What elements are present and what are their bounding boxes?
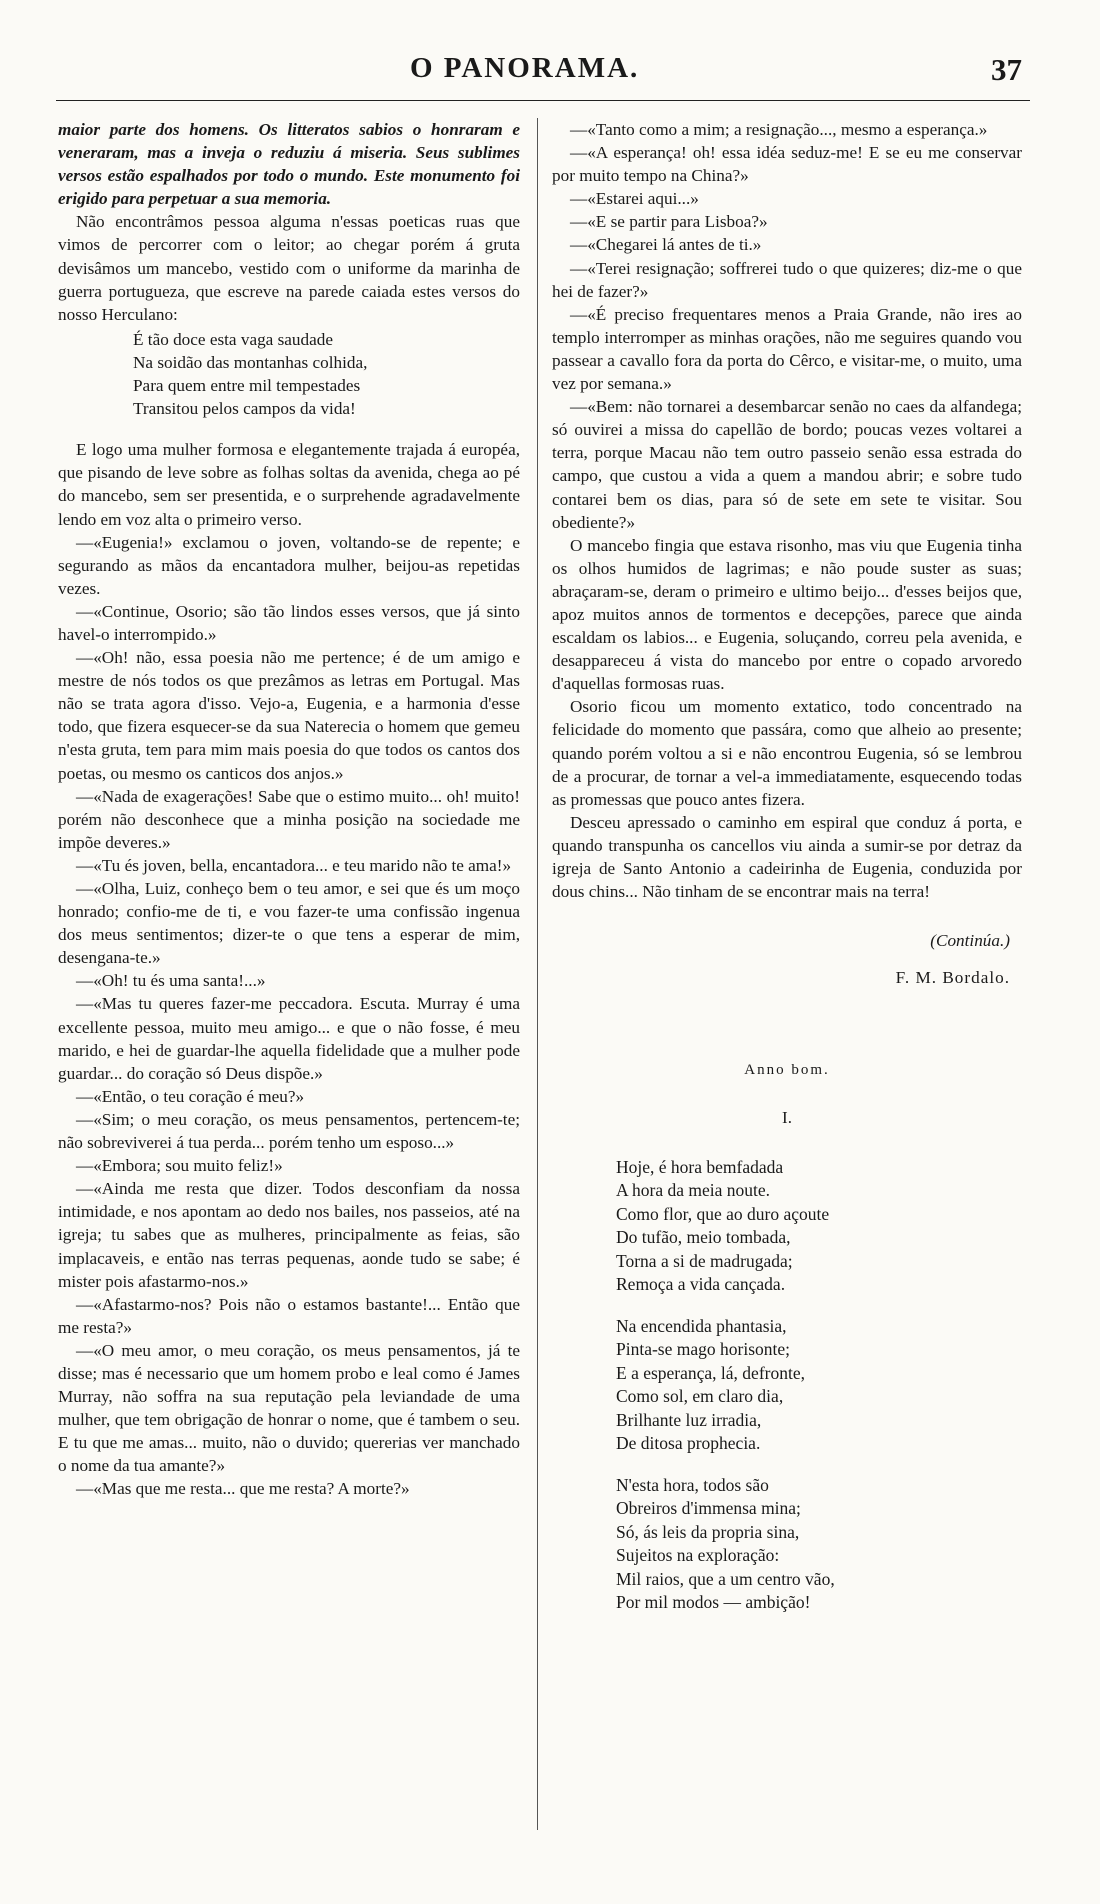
poem-line: Por mil modos — ambição!	[616, 1592, 811, 1613]
poem-line: A hora da meia noute.	[616, 1180, 771, 1201]
dialogue-line: —«Chegarei lá antes de ti.»	[570, 235, 762, 255]
verse-line: Transitou pelos campos da vida!	[133, 399, 356, 419]
dialogue-line: —«E se partir para Lisboa?»	[570, 212, 768, 232]
verse-line: É tão doce esta vaga saudade	[133, 329, 333, 349]
dialogue-line: —«Afastarmo-nos? Pois não o estamos bastante!... Então que me resta?»	[58, 1294, 520, 1337]
dialogue-line: —«Continue, Osorio; são tão lindos esses versos, que já sinto havel-o interrompido.»	[58, 601, 520, 644]
continua-note: (Continúa.)	[930, 931, 1010, 951]
dialogue-line: —«Nada de exagerações! Sabe que o estimo muito... oh! muito! porém não desconhece que a minha posição na sociedade me impõe deveres.»	[58, 786, 520, 852]
poem-line: Na encendida phantasia,	[616, 1315, 787, 1336]
verse-quote	[58, 328, 520, 420]
left-column	[58, 118, 520, 1501]
dialogue-line: —«Então, o teu coração é meu?»	[76, 1086, 305, 1106]
dialogue-line: —«Tu és joven, bella, encantadora... e teu marido não te ama!»	[76, 855, 512, 875]
paragraph: O mancebo fingia que estava risonho, mas viu que Eugenia tinha os olhos humidos de lagrimas; e não poude suster as suas; abraçaram-se, deram o primeiro e ultimo beijo... d'esses beijos que, apoz muitos annos de tormentos e decepções, parece que ainda escaldam os labios... e Eugenia, soluçando, correu pela avenida, e desappareceu á vista do mancebo por entre o copado arvoredo d'aquellas formosas ruas.	[552, 535, 1022, 694]
dialogue-line: —«É preciso frequentares menos a Praia Grande, não ires ao templo interromper as minhas orações, não me seguires quando vou passear a cavallo fora da porta do Cêrco, e visitar-me, o muito, uma vez por semana.»	[552, 304, 1022, 394]
intro-italic-text: maior parte dos homens. Os litteratos sabios o honraram e veneraram, mas a inveja o reduziu á miseria. Seus sublimes versos estão espalhados por todo o mundo. Este monumento foi erigido para perpetuar a sua memoria.	[58, 120, 520, 209]
dialogue-line: —«Sim; o meu coração, os meus pensamentos, pertencem-te; não sobreviverei á tua perda... porém tenho um esposo...»	[58, 1109, 520, 1153]
column-divider	[537, 118, 538, 1830]
page-number: 37	[991, 52, 1022, 87]
right-column	[552, 118, 1022, 1633]
dialogue-line: —«Oh! não, essa poesia não me pertence; é de um amigo e mestre de nós todos os que prezâmos as letras em Portugal. Mas não se trata agora d'isso. Vejo-a, Eugenia, e a harmonia d'esse todo, que fizera esquecer-se da sua Naterecia o homem que gemeu n'esta gruta, tem para mim mais poesia do que todos os cantos dos poetas, ou mesmo os canticos dos anjos.»	[58, 648, 520, 783]
verse-line: Na soidão das montanhas colhida,	[133, 352, 368, 372]
dialogue-line: —«Tanto como a mim; a resignação..., mesmo a esperança.»	[570, 120, 988, 139]
paragraph: Osorio ficou um momento extatico, todo concentrado na felicidade do momento que passára, como que alheio ao presente; quando porém voltou a si e não encontrou Eugenia, só se lembrou de a procurar, de tornar a vel-a immediatamente, esquecendo todas as promessas que pouco antes fizera.	[552, 697, 1022, 809]
poem-line: E a esperança, lá, defronte,	[616, 1362, 805, 1383]
poem-line: Brilhante luz irradia,	[616, 1409, 762, 1430]
poem-line: Mil raios, que a um centro vão,	[616, 1568, 835, 1589]
paragraph: Não encontrâmos pessoa alguma n'essas poeticas ruas que vimos de percorrer com o leitor; ao chegar porém á gruta devisâmos um mancebo, vestido com o uniforme da marinha de guerra portugueza, que escreve na parede caiada estes versos do nosso Herculano:	[58, 212, 520, 324]
poem-line: Hoje, é hora bemfadada	[616, 1156, 784, 1177]
poem-line: Remoça a vida cançada.	[616, 1274, 786, 1295]
poem-line: N'esta hora, todos são	[616, 1474, 769, 1495]
dialogue-line: —«Mas tu queres fazer-me peccadora. Escuta. Murray é uma excellente pessoa, muito meu amigo... e que o não fosse, é meu marido, e hei de guardar-lhe aquella fidelidade que a mulher pode guardar... do coração só Deus dispõe.»	[58, 994, 520, 1083]
dialogue-line: —«A esperança! oh! essa idéa seduz-me! E se eu me conservar por muito tempo na China?»	[552, 143, 1022, 186]
poem-line: De ditosa prophecia.	[616, 1433, 761, 1454]
poem-line: Do tufão, meio tombada,	[616, 1227, 791, 1248]
poem-line: Como flor, que ao duro açoute	[616, 1203, 830, 1224]
dialogue-line: —«Mas que me resta... que me resta? A morte?»	[76, 1479, 410, 1499]
page-header	[0, 52, 1100, 102]
poem-line: Torna a si de madrugada;	[616, 1250, 793, 1271]
dialogue-line: —«O meu amor, o meu coração, os meus pensamentos, já te disse; mas é necessario que um homem probo e leal como é James Murray, não soffra na sua reputação pela leviandade de uma mulher, que tem obrigação de honrar o nome, que é tambem o seu. E tu que me amas... muito, não o duvido; quererias ver manchado o nome da tua amante?»	[58, 1340, 520, 1476]
paragraph: E logo uma mulher formosa e elegantemente trajada á européa, que pisando de leve sobre as folhas soltas da avenida, chega ao pé do mancebo, sem ser presentida, e o surprehende agradavelmente lendo em voz alta o primeiro verso.	[58, 440, 520, 529]
dialogue-line: —«Terei resignação; soffrerei tudo o que quizeres; diz-me o que hei de fazer?»	[552, 258, 1022, 301]
author-signature: F. M. Bordalo.	[895, 968, 1010, 988]
journal-title: O PANORAMA.	[410, 52, 640, 84]
verse-line: Para quem entre mil tempestades	[133, 376, 361, 396]
dialogue-line: —«Ainda me resta que dizer. Todos desconfiam da nossa intimidade, e nos apontam ao dedo nos bailes, nos passeios, até na igreja; tu sabes que as mulheres, principalmente as feias, são implacaveis, e então nas terras pequenas, aonde tudo se sabe; é mister pois afastarmo-nos.»	[58, 1179, 520, 1291]
header-rule	[56, 100, 1030, 101]
dialogue-line: —«Bem: não tornarei a desembarcar senão no caes da alfandega; só ouvirei a missa do capellão de bordo; poucas vezes voltarei a terra, porque Macau não tem outro passeio senão essa estrada do campo, que custou a vida a quem a mandou abrir; e sobre tudo contarei bem os dias, para só de sete em sete te visitar. Sou obediente?»	[552, 397, 1022, 532]
stanza	[616, 1474, 1022, 1615]
dialogue-line: —«Embora; sou muito feliz!»	[76, 1156, 283, 1176]
poem-line: Obreiros d'immensa mina;	[616, 1498, 801, 1519]
poem-section-number: I.	[782, 1108, 792, 1128]
poem-line: Sujeitos na exploração:	[616, 1545, 780, 1566]
dialogue-line: —«Oh! tu és uma santa!...»	[76, 971, 266, 991]
stanza	[616, 1315, 1022, 1456]
paragraph: Desceu apressado o caminho em espiral que conduz á porta, e quando transpunha os cancellos viu ainda a sumir-se por detraz da igreja de Santo Antonio a cadeirinha de Eugenia, conduzida por dous chins... Não tinham de se encontrar mais na terra!	[552, 812, 1022, 902]
poem-line: Pinta-se mago horisonte;	[616, 1339, 791, 1360]
poem-title: Anno bom.	[744, 1062, 830, 1079]
poem-line: Só, ás leis da propria sina,	[616, 1521, 800, 1542]
stanza	[616, 1156, 1022, 1297]
poem	[552, 1156, 1022, 1615]
dialogue-line: —«Eugenia!» exclamou o joven, voltando-se de repente; e segurando as mãos da encantadora mulher, beijou-as repetidas vezes.	[58, 532, 520, 598]
dialogue-line: —«Estarei aqui...»	[570, 189, 699, 209]
poem-line: Como sol, em claro dia,	[616, 1386, 784, 1407]
dialogue-line: —«Olha, Luiz, conheço bem o teu amor, e sei que és um moço honrado; confio-me de ti, e vou fazer-te uma confissão ingenua dos meus sentimentos; dizer-te o que tens a esperar de mim, desengana-te.»	[58, 879, 520, 968]
